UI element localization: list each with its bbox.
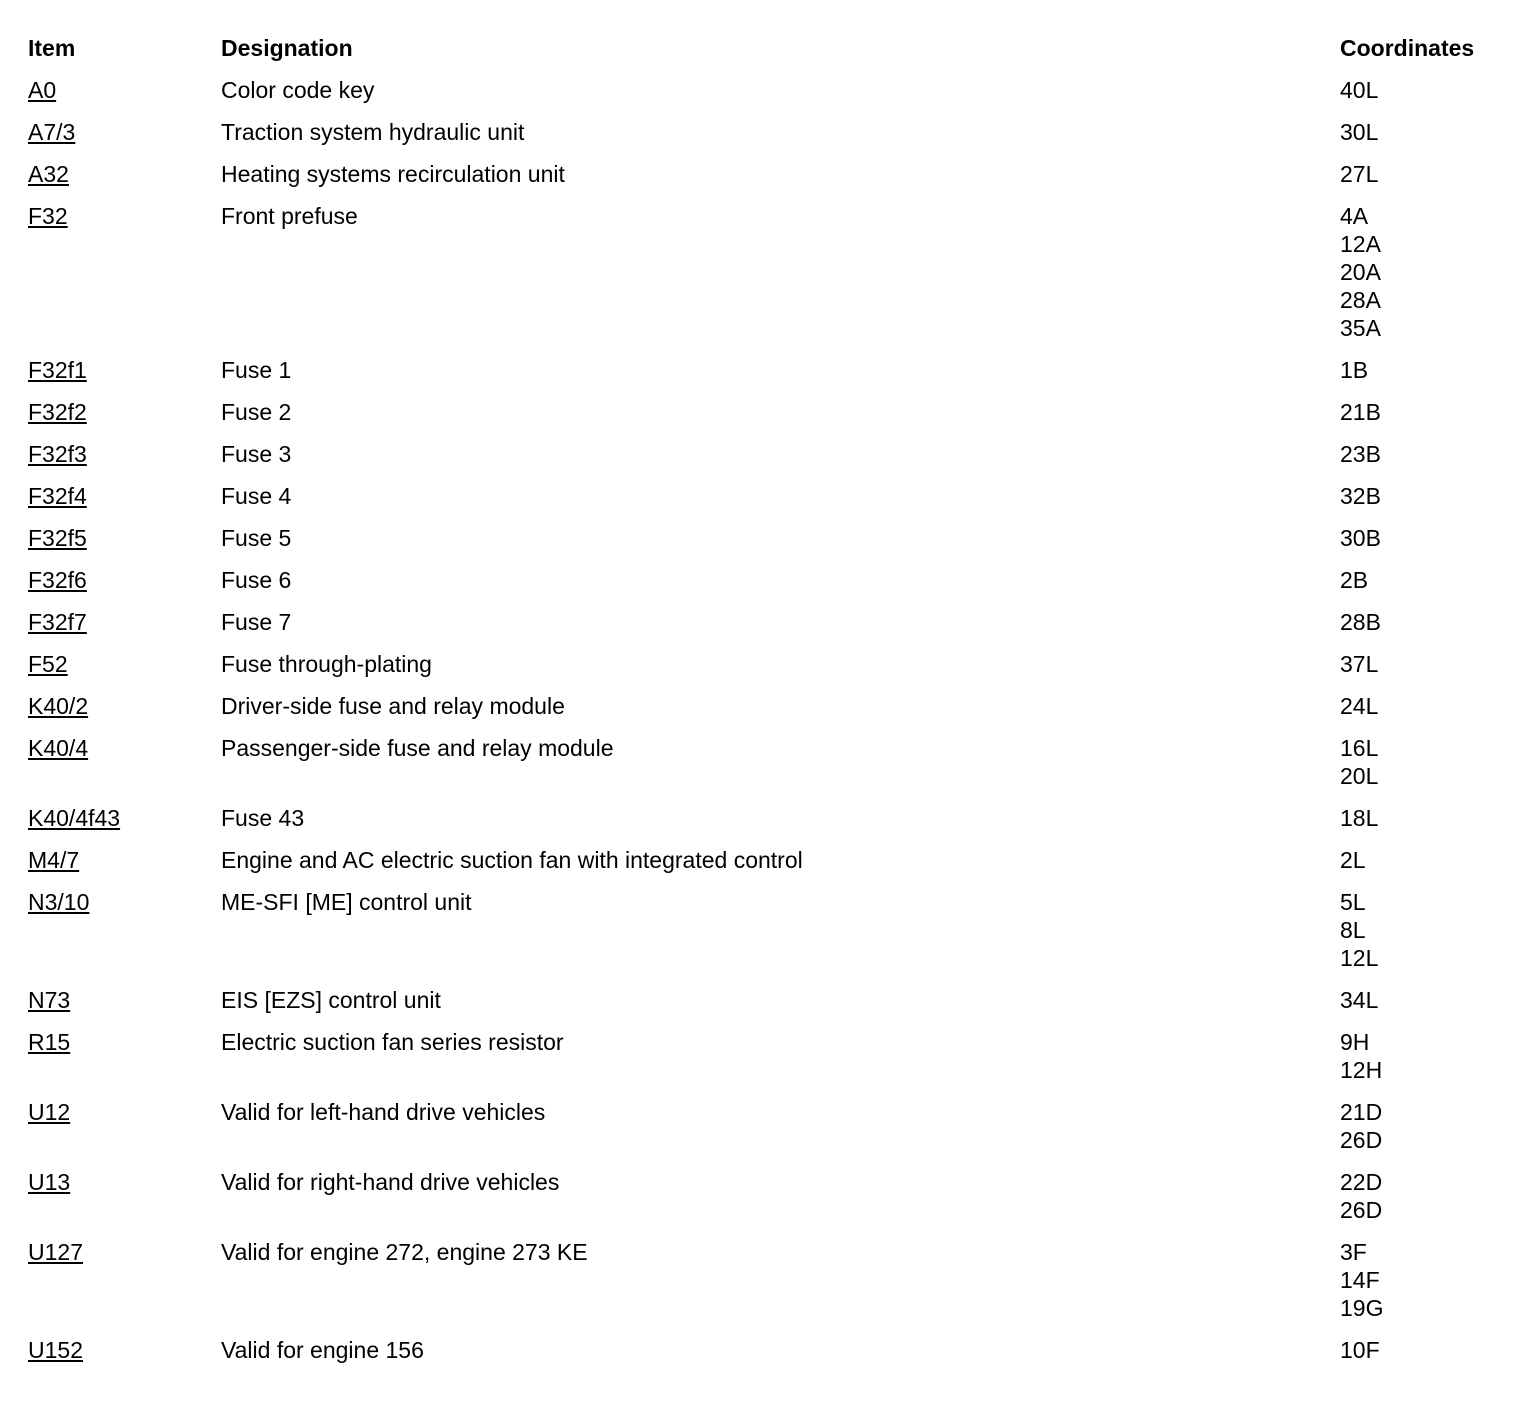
- designation-cell: Fuse 7: [221, 609, 292, 635]
- coordinate-value: 30L: [1340, 119, 1379, 145]
- header-designation: Designation: [221, 35, 353, 61]
- item-cell: [28, 202, 221, 356]
- table-row: [28, 482, 1500, 524]
- table-row: [28, 1098, 1500, 1168]
- table-row: [28, 608, 1500, 650]
- item-cell: [28, 734, 221, 804]
- coordinate-value: 26D: [1340, 1127, 1383, 1153]
- table-row: [28, 888, 1500, 986]
- coordinate-value: 34L: [1340, 987, 1379, 1013]
- item-cell: [28, 566, 221, 608]
- designation-cell: Valid for right-hand drive vehicles: [221, 1169, 560, 1195]
- designation-cell: Engine and AC electric suction fan with integrated control: [221, 847, 803, 873]
- table-row: [28, 692, 1500, 734]
- coordinate-value: 24L: [1340, 693, 1379, 719]
- item-cell: [28, 986, 221, 1028]
- item-link[interactable]: U152: [28, 1337, 83, 1363]
- designation-cell: Traction system hydraulic unit: [221, 119, 525, 145]
- coordinates-cell: [1340, 76, 1500, 118]
- item-link[interactable]: R15: [28, 1029, 71, 1055]
- coordinate-value: 5L: [1340, 889, 1366, 915]
- table-row: [28, 118, 1500, 160]
- table-row: [28, 202, 1500, 356]
- designation-cell: Color code key: [221, 77, 375, 103]
- coordinates-cell: [1340, 692, 1500, 734]
- coordinates-cell: [1340, 440, 1500, 482]
- coordinate-value: 3F: [1340, 1239, 1367, 1265]
- designation-cell: Fuse through-plating: [221, 651, 432, 677]
- coordinate-value: 14F: [1340, 1267, 1380, 1293]
- designation-cell: Fuse 6: [221, 567, 292, 593]
- item-cell: [28, 524, 221, 566]
- coordinate-value: 12H: [1340, 1057, 1383, 1083]
- table-row: [28, 76, 1500, 118]
- item-cell: [28, 888, 221, 986]
- coordinates-cell: [1340, 1168, 1500, 1238]
- item-link[interactable]: F32f6: [28, 567, 87, 593]
- item-link[interactable]: F32f3: [28, 441, 87, 467]
- coordinate-value: 8L: [1340, 917, 1366, 943]
- designation-cell: Fuse 4: [221, 483, 292, 509]
- item-cell: [28, 608, 221, 650]
- designation-cell: Fuse 5: [221, 525, 292, 551]
- designation-cell: EIS [EZS] control unit: [221, 987, 441, 1013]
- designation-cell: Fuse 3: [221, 441, 292, 467]
- item-link[interactable]: F32f4: [28, 483, 87, 509]
- coordinates-cell: [1340, 1336, 1500, 1378]
- coordinates-cell: [1340, 1238, 1500, 1336]
- coordinates-cell: [1340, 524, 1500, 566]
- item-cell: [28, 118, 221, 160]
- coordinate-value: 26D: [1340, 1197, 1383, 1223]
- coordinate-value: 23B: [1340, 441, 1381, 467]
- item-cell: [28, 1098, 221, 1168]
- table-row: [28, 650, 1500, 692]
- coordinates-cell: [1340, 650, 1500, 692]
- coordinate-value: 37L: [1340, 651, 1379, 677]
- designation-cell: Front prefuse: [221, 203, 358, 229]
- item-cell: [28, 650, 221, 692]
- coordinate-value: 28A: [1340, 287, 1381, 313]
- coordinate-value: 22D: [1340, 1169, 1383, 1195]
- item-link[interactable]: U13: [28, 1169, 71, 1195]
- designation-cell: ME-SFI [ME] control unit: [221, 889, 472, 915]
- item-link[interactable]: A7/3: [28, 119, 76, 145]
- header-item: Item: [28, 35, 76, 61]
- coordinate-value: 18L: [1340, 805, 1379, 831]
- item-cell: [28, 1238, 221, 1336]
- table-row: [28, 440, 1500, 482]
- table-row: [28, 1028, 1500, 1098]
- coordinate-value: 10F: [1340, 1337, 1380, 1363]
- coordinates-cell: [1340, 986, 1500, 1028]
- coordinate-value: 20L: [1340, 763, 1379, 789]
- coordinates-cell: [1340, 482, 1500, 524]
- item-cell: [28, 846, 221, 888]
- item-cell: [28, 76, 221, 118]
- coordinate-value: 12L: [1340, 945, 1379, 971]
- coordinate-value: 35A: [1340, 315, 1381, 341]
- item-cell: [28, 1028, 221, 1098]
- item-cell: [28, 692, 221, 734]
- item-cell: [28, 440, 221, 482]
- table-row: [28, 1336, 1500, 1378]
- item-link[interactable]: N3/10: [28, 889, 90, 915]
- designation-cell: Valid for left-hand drive vehicles: [221, 1099, 546, 1125]
- designation-cell: Electric suction fan series resistor: [221, 1029, 564, 1055]
- coordinates-cell: [1340, 202, 1500, 356]
- coordinate-value: 21D: [1340, 1099, 1383, 1125]
- coordinates-cell: [1340, 846, 1500, 888]
- item-cell: [28, 160, 221, 202]
- component-legend-table: [28, 34, 1500, 1378]
- table-row: [28, 804, 1500, 846]
- item-link[interactable]: N73: [28, 987, 71, 1013]
- coordinates-cell: [1340, 1098, 1500, 1168]
- item-link[interactable]: U127: [28, 1239, 83, 1265]
- designation-cell: Fuse 2: [221, 399, 292, 425]
- table-row: [28, 1168, 1500, 1238]
- item-cell: [28, 1168, 221, 1238]
- designation-cell: Fuse 43: [221, 805, 305, 831]
- table-row: [28, 846, 1500, 888]
- table-row: [28, 398, 1500, 440]
- coordinate-value: 2L: [1340, 847, 1366, 873]
- coordinates-cell: [1340, 608, 1500, 650]
- item-link[interactable]: M4/7: [28, 847, 80, 873]
- coordinate-value: 21B: [1340, 399, 1381, 425]
- item-link[interactable]: A0: [28, 77, 57, 103]
- coordinate-value: 2B: [1340, 567, 1369, 593]
- coordinates-cell: [1340, 888, 1500, 986]
- legend-body: [28, 76, 1500, 1378]
- coordinate-value: 4A: [1340, 203, 1369, 229]
- coordinate-value: 40L: [1340, 77, 1379, 103]
- item-link[interactable]: K40/4: [28, 735, 89, 761]
- coordinate-value: 12A: [1340, 231, 1381, 257]
- coordinates-cell: [1340, 1028, 1500, 1098]
- coordinate-value: 28B: [1340, 609, 1381, 635]
- item-link[interactable]: F52: [28, 651, 68, 677]
- item-link[interactable]: F32: [28, 203, 68, 229]
- coordinates-cell: [1340, 118, 1500, 160]
- table-row: [28, 1238, 1500, 1336]
- header-row: [28, 34, 1500, 76]
- item-link[interactable]: A32: [28, 161, 69, 187]
- table-row: [28, 524, 1500, 566]
- item-link[interactable]: K40/4f43: [28, 805, 121, 831]
- designation-cell: Driver-side fuse and relay module: [221, 693, 565, 719]
- designation-cell: Valid for engine 156: [221, 1337, 424, 1363]
- coordinate-value: 30B: [1340, 525, 1381, 551]
- item-link[interactable]: U12: [28, 1099, 71, 1125]
- table-row: [28, 356, 1500, 398]
- coordinate-value: 27L: [1340, 161, 1379, 187]
- coordinates-cell: [1340, 356, 1500, 398]
- table-row: [28, 986, 1500, 1028]
- coordinate-value: 20A: [1340, 259, 1381, 285]
- item-cell: [28, 398, 221, 440]
- item-link[interactable]: F32f1: [28, 357, 87, 383]
- item-link[interactable]: K40/2: [28, 693, 89, 719]
- designation-cell: Heating systems recirculation unit: [221, 161, 565, 187]
- designation-cell: Valid for engine 272, engine 273 KE: [221, 1239, 588, 1265]
- item-cell: [28, 804, 221, 846]
- coordinate-value: 16L: [1340, 735, 1379, 761]
- item-link[interactable]: F32f7: [28, 609, 87, 635]
- coordinate-value: 1B: [1340, 357, 1369, 383]
- designation-cell: Fuse 1: [221, 357, 292, 383]
- table-row: [28, 734, 1500, 804]
- coordinate-value: 9H: [1340, 1029, 1370, 1055]
- item-link[interactable]: F32f2: [28, 399, 87, 425]
- designation-cell: Passenger-side fuse and relay module: [221, 735, 614, 761]
- coordinates-cell: [1340, 804, 1500, 846]
- item-link[interactable]: F32f5: [28, 525, 87, 551]
- coordinates-cell: [1340, 160, 1500, 202]
- coordinates-cell: [1340, 398, 1500, 440]
- table-row: [28, 160, 1500, 202]
- coordinates-cell: [1340, 734, 1500, 804]
- item-cell: [28, 356, 221, 398]
- header-coordinates: Coordinates: [1340, 35, 1475, 61]
- table-row: [28, 566, 1500, 608]
- coordinate-value: 32B: [1340, 483, 1381, 509]
- item-cell: [28, 1336, 221, 1378]
- coordinates-cell: [1340, 566, 1500, 608]
- item-cell: [28, 482, 221, 524]
- coordinate-value: 19G: [1340, 1295, 1384, 1321]
